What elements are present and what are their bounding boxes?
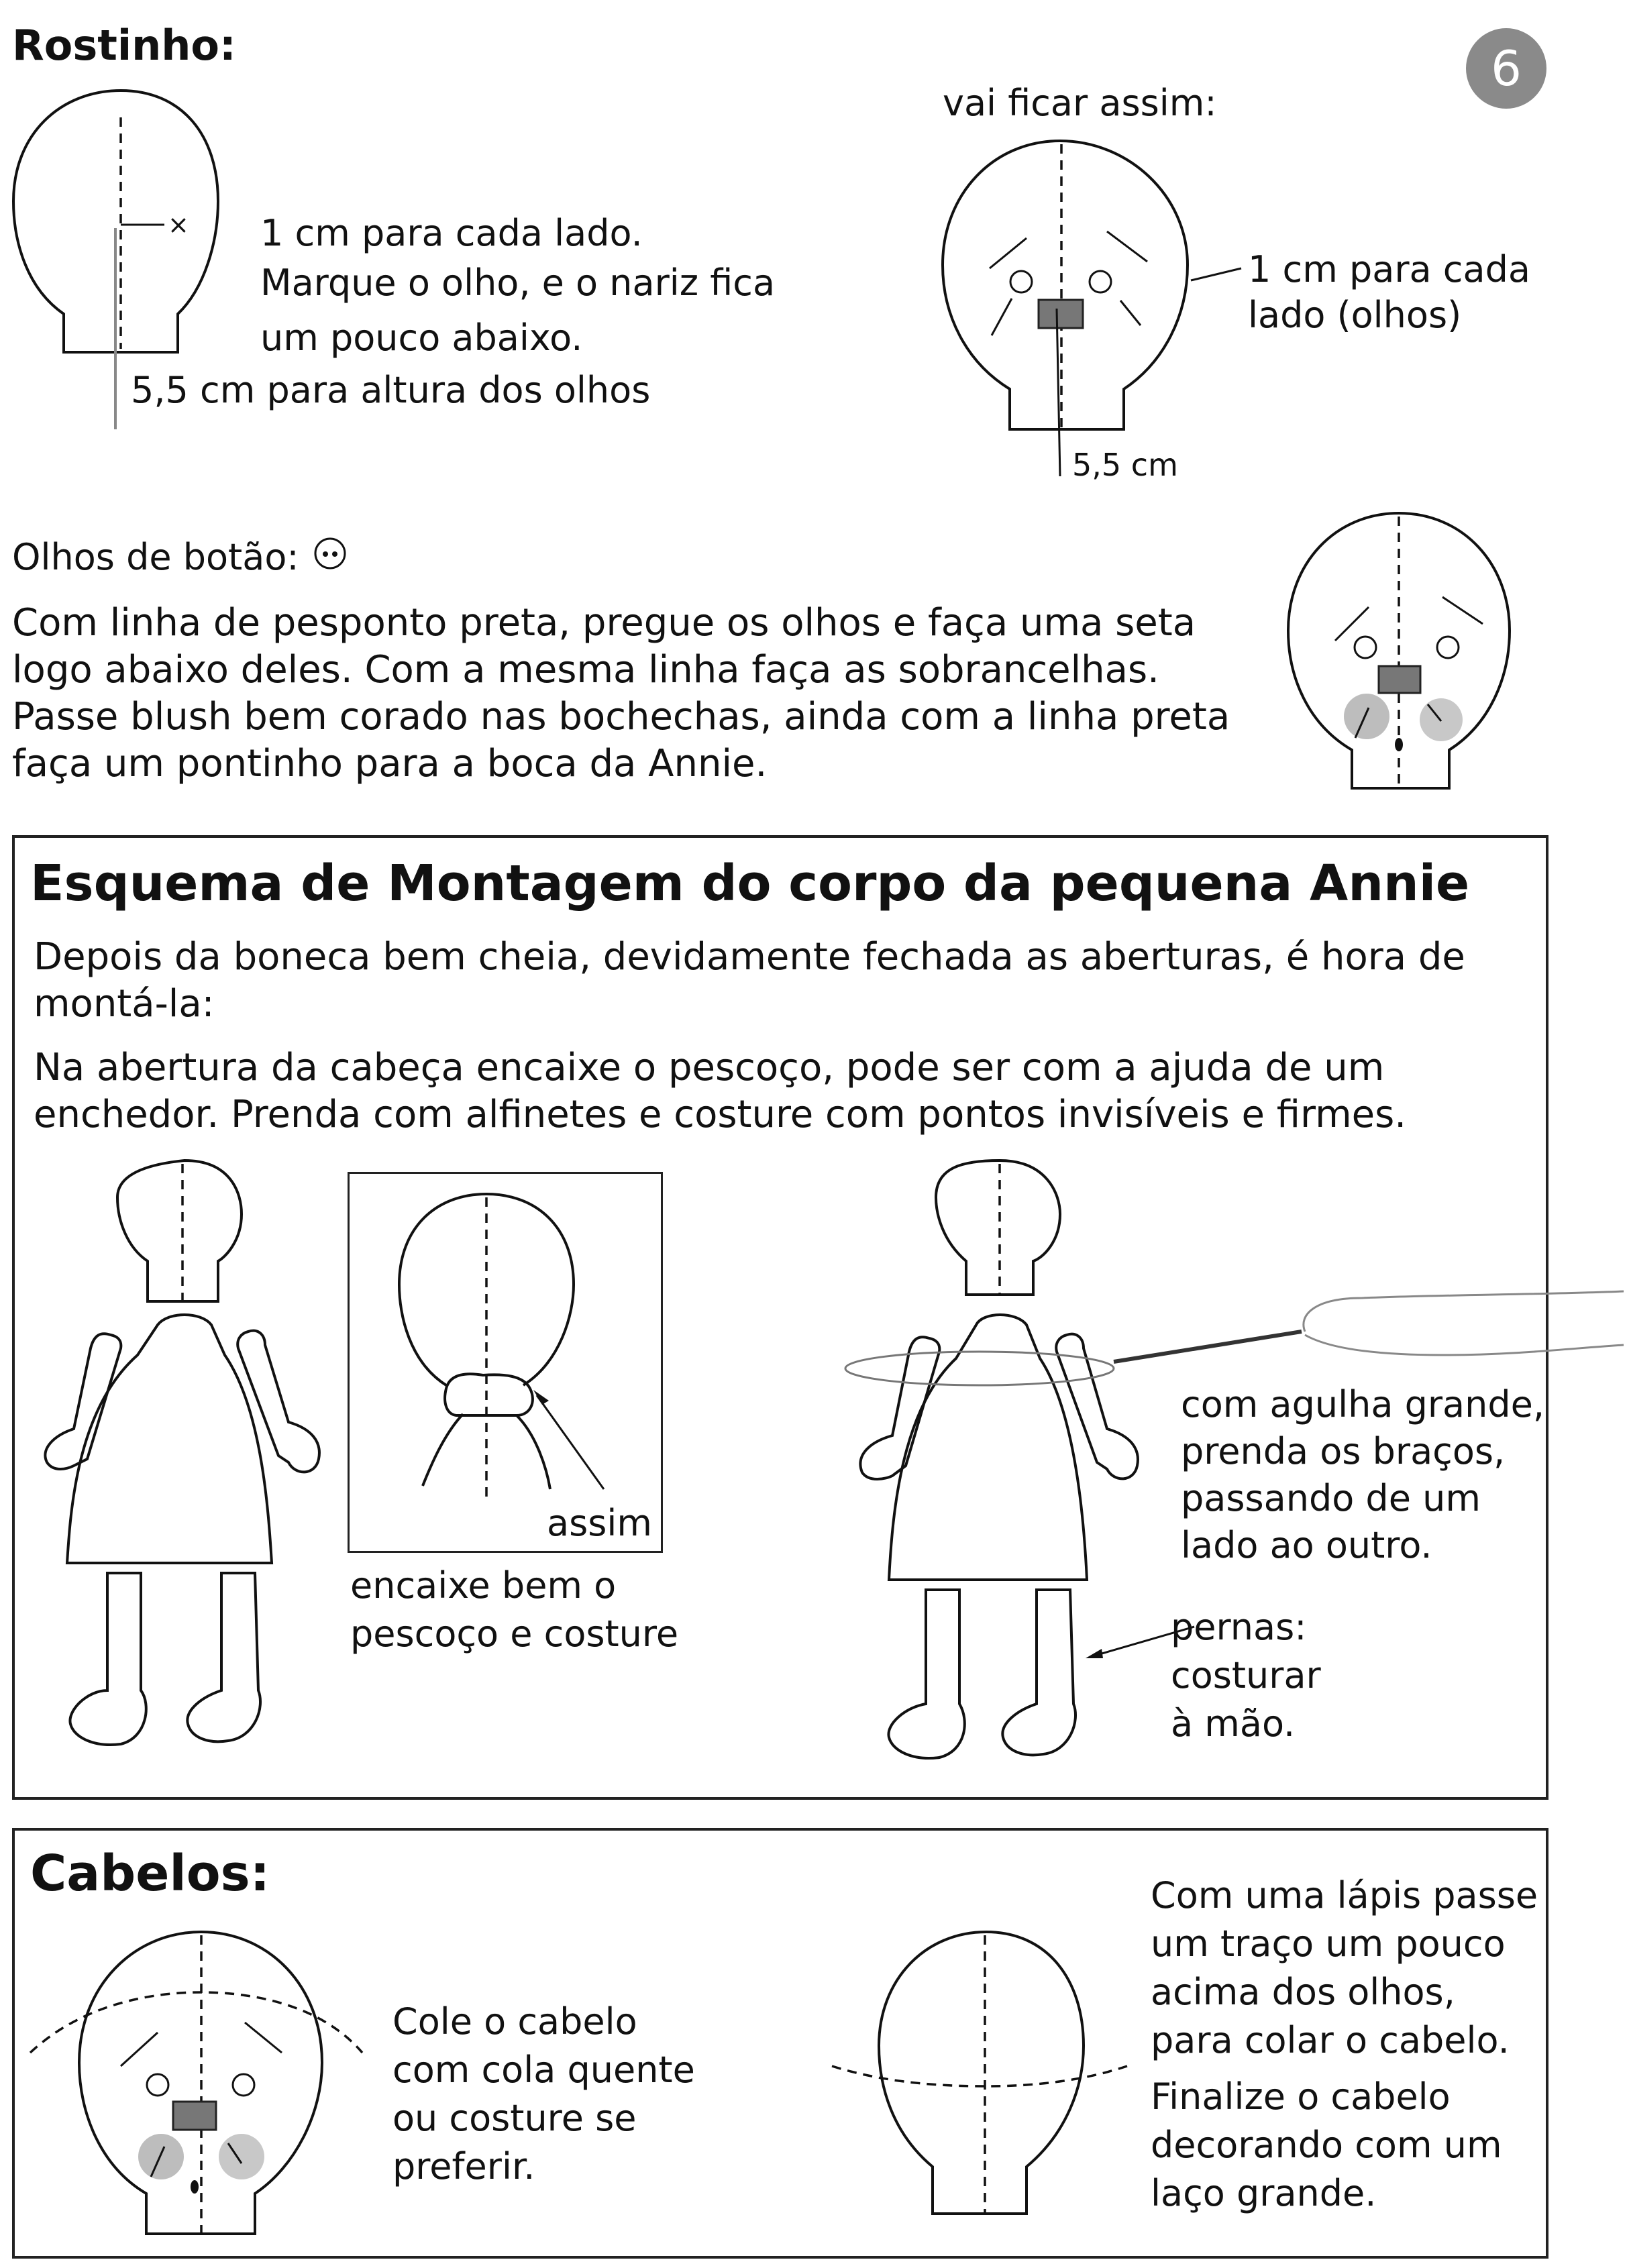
assembly-title: Esquema de Montagem do corpo da pequena Annie bbox=[30, 855, 1470, 912]
neck-caption-line-2: pescoço e costure bbox=[350, 1613, 679, 1655]
finish-note-line-1: Finalize o cabelo bbox=[1151, 2075, 1451, 2118]
measure-label: 5,5 cm bbox=[1072, 447, 1178, 483]
legs-note-line-3: à mão. bbox=[1171, 1703, 1296, 1745]
neck-inset-box bbox=[348, 1172, 663, 1553]
arms-note-line-3: passando de um bbox=[1181, 1477, 1481, 1519]
rostinho-instruction-1: 1 cm para cada lado. bbox=[260, 212, 643, 254]
pencil-note-line-3: acima dos olhos, bbox=[1151, 1971, 1455, 2013]
neck-caption-line-1: encaixe bem o bbox=[350, 1564, 617, 1607]
result-label: vai ficar assim: bbox=[943, 82, 1217, 124]
eye-height-label: 5,5 cm para altura dos olhos bbox=[131, 369, 651, 411]
svg-text:×: × bbox=[168, 210, 189, 239]
arms-note-line-2: prenda os braços, bbox=[1181, 1430, 1506, 1472]
hair-line-face-diagram bbox=[0, 0, 1, 1]
assembly-paragraph-2: Na abertura da cabeça encaixe o pescoço, pode ser com a ajuda de um enchedor. Prenda com alfinetes e costure com pontos invisíveis e firmes. bbox=[34, 1046, 1407, 1136]
rostinho-instruction-3: um pouco abaixo. bbox=[260, 317, 583, 359]
rostinho-instruction-2: Marque o olho, e o nariz fica bbox=[260, 262, 776, 304]
glue-note-line-4: preferir. bbox=[392, 2145, 535, 2188]
eye-spacing-line-2: lado (olhos) bbox=[1248, 294, 1462, 336]
pencil-note-line-1: Com uma lápis passe bbox=[1151, 1874, 1538, 1916]
legs-note-line-2: costurar bbox=[1171, 1654, 1321, 1696]
arms-note-line-1: com agulha grande, bbox=[1181, 1383, 1545, 1425]
glue-note-line-1: Cole o cabelo bbox=[392, 2000, 637, 2043]
assim-label: assim bbox=[547, 1502, 652, 1544]
assembly-paragraph-1: Depois da boneca bem cheia, devidamente fechada as aberturas, é hora de montá-la: bbox=[34, 935, 1465, 1026]
finish-note-line-2: decorando com um bbox=[1151, 2124, 1502, 2166]
button-eyes-title: Olhos de botão: bbox=[12, 536, 299, 578]
arms-note-line-4: lado ao outro. bbox=[1181, 1524, 1432, 1566]
glue-note-line-3: ou costure se bbox=[392, 2097, 637, 2139]
legs-note-line-1: pernas: bbox=[1171, 1606, 1307, 1648]
page-number-badge: 6 bbox=[1466, 28, 1546, 109]
finish-note-line-3: laço grande. bbox=[1151, 2172, 1377, 2214]
hair-title: Cabelos: bbox=[30, 1845, 270, 1902]
pencil-note-line-4: para colar o cabelo. bbox=[1151, 2019, 1510, 2061]
button-eyes-text: Com linha de pesponto preta, pregue os olhos e faça uma seta logo abaixo deles. Com a mesma linha faça as sobrancelhas. Passe blush bem corado nas bochechas, ainda com a linha preta faça um pontinho para a boca da Annie. bbox=[12, 601, 1230, 786]
glue-note-line-2: com cola quente bbox=[392, 2049, 695, 2091]
rostinho-title: Rostinho: bbox=[12, 21, 236, 70]
eye-spacing-line-1: 1 cm para cada bbox=[1248, 248, 1530, 290]
pencil-note-line-2: um traço um pouco bbox=[1151, 1923, 1506, 1965]
